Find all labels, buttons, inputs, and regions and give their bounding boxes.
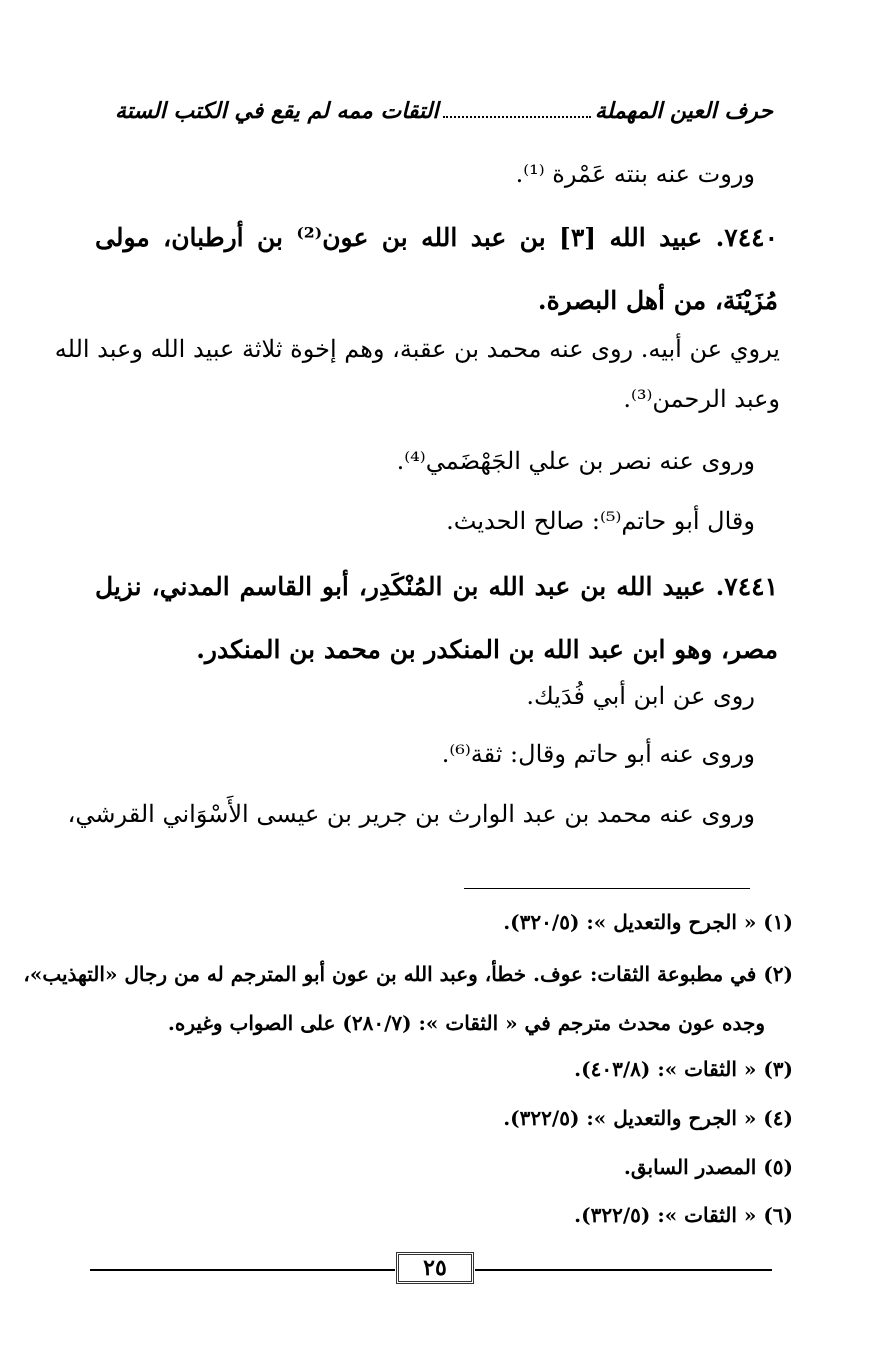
text-line: روى عن ابن أبي فُدَيك. [526, 682, 755, 710]
page-number: ٢٥ [396, 1252, 474, 1284]
page-footer [90, 1252, 772, 1286]
text-line: وروت عنه بنته عَمْرة ⁽¹⁾. [515, 160, 755, 188]
footnote-4: (٤) « الجرح والتعديل »: (٣٢٢/٥). [503, 1106, 793, 1130]
text-line: وروى عنه نصر بن علي الجَهْضَمي⁽⁴⁾. [396, 447, 755, 475]
footnote-1: (١) « الجرح والتعديل »: (٣٢٠/٥). [503, 910, 793, 934]
running-header [115, 98, 773, 124]
footer-rule-right [475, 1269, 772, 1271]
footnote-3: (٣) « الثقات »: (٤٠٣/٨). [574, 1057, 793, 1081]
entry-7441-heading: ٧٤٤١. عبيد الله بن عبد الله بن المُنْكَدِر، أبو القاسم المدني، نزيل مصر، وهو ابن عبد الله بن المنكدر بن محمد بن المنكدر. [95, 572, 778, 664]
text-line: وقال أبو حاتم⁽⁵⁾: صالح الحديث. [446, 507, 755, 535]
footer-rule-left [90, 1269, 395, 1271]
header-chapter: حرف العين المهملة [594, 98, 773, 124]
footnote-5: (٥) المصدر السابق. [623, 1155, 793, 1179]
footnote-2-continued: وجده عون محدث مترجم في « الثقات »: (٢٨٠/٧) على الصواب وغيره. [167, 1011, 765, 1035]
header-dot-leader [443, 116, 591, 118]
text-line: وعبد الرحمن⁽³⁾. [623, 385, 780, 413]
text-line: وروى عنه أبو حاتم وقال: ثقة⁽⁶⁾. [441, 740, 755, 768]
header-book-title: التقات ممه لم يقع في الكتب الستة [115, 98, 439, 124]
footnote-2: (٢) في مطبوعة الثقات: عوف. خطأ، وعبد الله بن عون أبو المترجم له من رجال «التهذيب»، [23, 962, 793, 986]
footnote-separator [464, 888, 750, 889]
footnote-6: (٦) « الثقات »: (٣٢٢/٥). [574, 1203, 793, 1227]
entry-7440-heading: ٧٤٤٠. عبيد الله [٣] بن عبد الله بن عون⁽²⁾ بن أرطبان، مولى مُزَيْنَة، من أهل البصرة. [95, 223, 778, 315]
text-line: وروى عنه محمد بن عبد الوارث بن جرير بن عيسى الأَسْوَاني القرشي، [67, 800, 755, 828]
text-line: يروي عن أبيه. روى عنه محمد بن عقبة، وهم إخوة ثلاثة عبيد الله وعبد الله [54, 335, 780, 363]
